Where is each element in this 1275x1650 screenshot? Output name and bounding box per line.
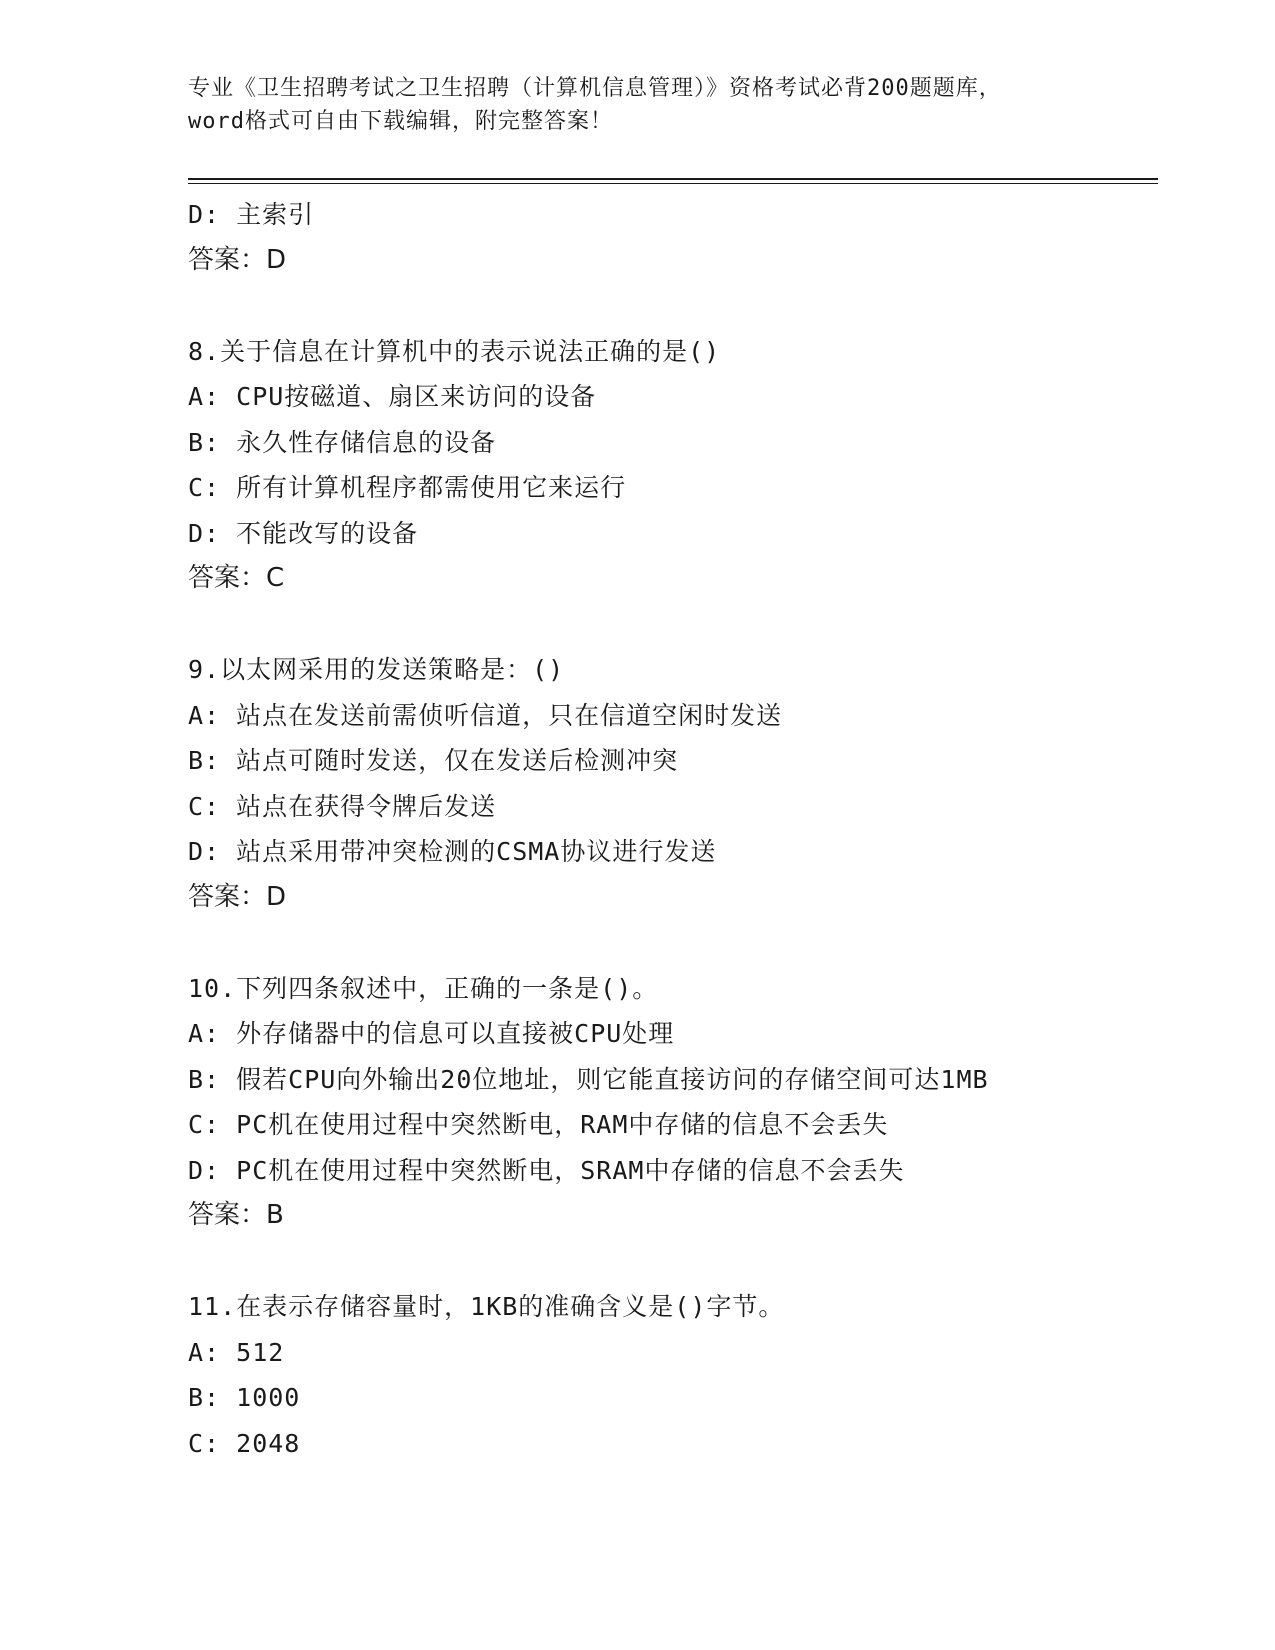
header-divider-thin [188, 183, 1158, 184]
question-stem-9: 9.以太网采用的发送策略是：() [188, 655, 565, 684]
question-8-option-c: C: 所有计算机程序都需使用它来运行 [188, 473, 627, 502]
question-8-option-d: D: 不能改写的设备 [188, 518, 419, 548]
question-10-option-d: D: PC机在使用过程中突然断电，SRAM中存储的信息不会丢失 [188, 1155, 905, 1185]
question-10-answer: 答案：B [188, 1200, 284, 1230]
question-8-option-a: A: CPU按磁道、扇区来访问的设备 [188, 382, 597, 411]
question-8-answer: 答案：C [188, 563, 285, 593]
header-line-1: 专业《卫生招聘考试之卫生招聘（计算机信息管理）》资格考试必背200题题库， [188, 76, 1002, 101]
question-9-option-a: A: 站点在发送前需侦听信道，只在信道空闲时发送 [188, 700, 783, 730]
spacer [188, 1239, 1168, 1285]
spacer [188, 920, 1168, 966]
question-8-option-b: B: 永久性存储信息的设备 [188, 427, 497, 457]
question-9-option-c: C: 站点在获得令牌后发送 [188, 791, 497, 821]
question-stem-10: 10.下列四条叙述中，正确的一条是()。 [188, 973, 659, 1003]
question-10-option-b: B: 假若CPU向外输出20位地址，则它能直接访问的存储空间可达1MB [188, 1064, 989, 1094]
question-11-option-b: B: 1000 [188, 1383, 301, 1412]
spacer [188, 602, 1168, 648]
question-list [188, 192, 1168, 1466]
question-stem-11: 11.在表示存储容量时，1KB的准确含义是()字节。 [188, 1292, 785, 1321]
answer-previous: 答案：D [188, 244, 287, 275]
header-line-2: word格式可自由下载编辑，附完整答案！ [188, 109, 613, 134]
question-10-option-a: A: 外存储器中的信息可以直接被CPU处理 [188, 1019, 675, 1048]
question-9-option-d: D: 站点采用带冲突检测的CSMA协议进行发送 [188, 837, 717, 866]
question-11-option-a: A: 512 [188, 1337, 285, 1367]
header-divider-thick [188, 178, 1158, 180]
question-10-option-c: C: PC机在使用过程中突然断电，RAM中存储的信息不会丢失 [188, 1110, 889, 1139]
question-11-option-c: C: 2048 [188, 1428, 301, 1458]
question-9-answer: 答案：D [188, 881, 287, 912]
question-stem-8: 8.关于信息在计算机中的表示说法正确的是() [188, 336, 721, 366]
document-header [188, 72, 1088, 138]
question-9-option-b: B: 站点可随时发送，仅在发送后检测冲突 [188, 746, 679, 775]
option-d-previous: D: 主索引 [188, 200, 315, 229]
spacer [188, 283, 1168, 329]
